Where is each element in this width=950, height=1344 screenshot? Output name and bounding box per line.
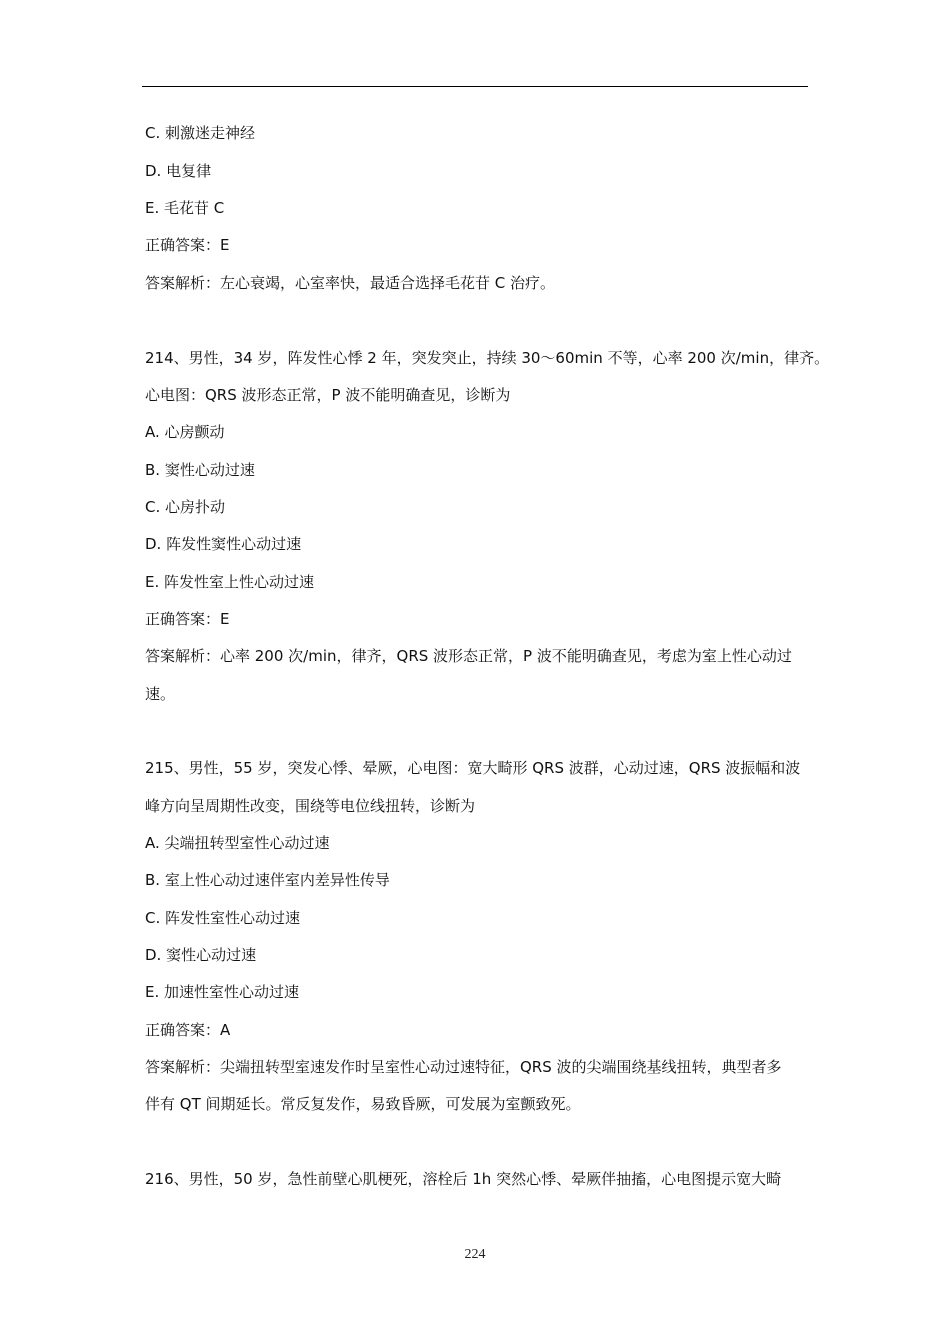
q214-analysis-line1: 答案解析：心率 200 次/min，律齐，QRS 波形态正常，P 波不能明确查见，考虑为室上性心动过 [145, 647, 792, 665]
q215-stem-line2: 峰方向呈周期性改变，围绕等电位线扭转，诊断为 [145, 797, 476, 815]
q214-option-e: E. 阵发性室上性心动过速 [145, 573, 315, 591]
q215-analysis-line2: 伴有 QT 间期延长。常反复发作，易致昏厥，可发展为室颤致死。 [145, 1095, 581, 1113]
prev-option-c: C. 刺激迷走神经 [145, 124, 256, 142]
q215-option-c: C. 阵发性室性心动过速 [145, 909, 301, 927]
prev-answer: 正确答案：E [145, 236, 230, 254]
q215-option-d: D. 窦性心动过速 [145, 946, 257, 964]
q214-option-b: B. 窦性心动过速 [145, 461, 255, 479]
q215-option-a: A. 尖端扭转型室性心动过速 [145, 834, 330, 852]
page-number: 224 [464, 1247, 486, 1262]
q215-option-e: E. 加速性室性心动过速 [145, 983, 300, 1001]
q215-stem-line1: 215、男性，55 岁，突发心悸、晕厥，心电图：宽大畸形 QRS 波群，心动过速，QRS 波振幅和波 [145, 759, 801, 777]
q214-option-d: D. 阵发性窦性心动过速 [145, 535, 302, 553]
prev-option-e: E. 毛花苷 C [145, 199, 225, 217]
q214-stem-line2: 心电图：QRS 波形态正常，P 波不能明确查见，诊断为 [145, 386, 511, 404]
q214-analysis-line2: 速。 [145, 685, 176, 703]
header-rule [142, 86, 808, 87]
q214-option-a: A. 心房颤动 [145, 423, 225, 441]
q215-analysis-line1: 答案解析：尖端扭转型室速发作时呈室性心动过速特征，QRS 波的尖端围绕基线扭转，典型者多 [145, 1058, 782, 1076]
q215-option-b: B. 室上性心动过速伴室内差异性传导 [145, 871, 390, 889]
q214-stem-line1: 214、男性，34 岁，阵发性心悸 2 年，突发突止，持续 30～60min 不等，心率 200 次/min，律齐。 [145, 349, 830, 367]
q215-answer: 正确答案：A [145, 1021, 231, 1039]
q214-option-c: C. 心房扑动 [145, 498, 226, 516]
prev-option-d: D. 电复律 [145, 162, 212, 180]
q214-answer: 正确答案：E [145, 610, 230, 628]
q216-stem-line1: 216、男性，50 岁，急性前壁心肌梗死，溶栓后 1h 突然心悸、晕厥伴抽搐，心电图提示宽大畸 [145, 1170, 782, 1188]
prev-analysis: 答案解析：左心衰竭，心室率快，最适合选择毛花苷 C 治疗。 [145, 274, 556, 292]
